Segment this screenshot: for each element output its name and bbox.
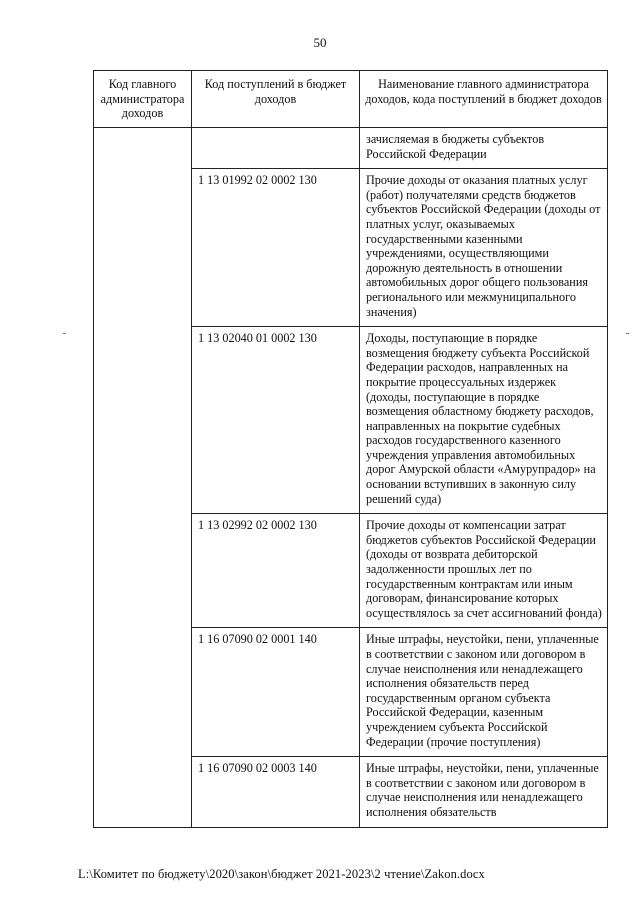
header-name: Наименование главного администратора доходов, кода поступлений в бюджет доходов [360,71,608,128]
header-admin-code: Код главного администратора доходов [94,71,192,128]
page-number: 50 [313,35,327,50]
revenue-code-cell: 1 13 01992 02 0002 130 [192,169,360,327]
revenue-name-cell: зачисляемая в бюджеты субъектов Российской Федерации [360,128,608,169]
revenue-code-cell: 1 13 02040 01 0002 130 [192,327,360,514]
admin-code-cell [94,128,192,828]
revenue-name-cell: Иные штрафы, неустойки, пени, уплаченные в соответствии с законом или договором в случае неисполнения или ненадлежащего исполнения обязательств перед государственным органом субъекта Российской Федерации, казенным учреждением субъекта Российской Федерации (прочие поступления) [360,628,608,757]
revenue-code-cell: 1 13 02992 02 0002 130 [192,514,360,628]
revenue-name-cell: Прочие доходы от оказания платных услуг (работ) получателями средств бюджетов субъектов Российской Федерации (доходы от платных услуг, оказываемых государственными казенными учреждениями, осуществляющими дорожную деятельность в отношении автомобильных дорог общего пользования регионального или межмуниципального значения) [360,169,608,327]
revenue-code-cell: 1 16 07090 02 0003 140 [192,757,360,827]
scan-mark [63,333,66,334]
document-file-path: L:\Комитет по бюджету\2020\закон\бюджет 2021-2023\2 чтение\Zakon.docx [78,867,485,881]
table-header-row [94,71,608,128]
revenue-name-cell: Доходы, поступающие в порядке возмещения бюджету субъекта Российской Федерации расходов, направленных на покрытие процессуальных издержек (доходы, поступающие в порядке возмещения областному бюджету расходов, направленных на покрытие судебных расходов государственного казенного учреждения управления автомобильных дорог Амурской области «Амурупрадор» на основании вступивших в законную силу решений суда) [360,327,608,514]
revenue-name-cell: Иные штрафы, неустойки, пени, уплаченные в соответствии с законом или договором в случае неисполнения или ненадлежащего исполнения обязательств [360,757,608,827]
revenue-code-cell: 1 16 07090 02 0001 140 [192,628,360,757]
table-row [94,128,608,169]
revenue-codes-table [93,70,608,828]
revenue-code-cell [192,128,360,169]
scan-mark [626,333,629,334]
revenue-name-cell: Прочие доходы от компенсации затрат бюджетов субъектов Российской Федерации (доходы от возврата дебиторской задолженности прошлых лет по государственным контрактам или иным договорам, финансирование которых осуществлялось за счет ассигнований фонда) [360,514,608,628]
header-revenue-code: Код поступлений в бюджет доходов [192,71,360,128]
